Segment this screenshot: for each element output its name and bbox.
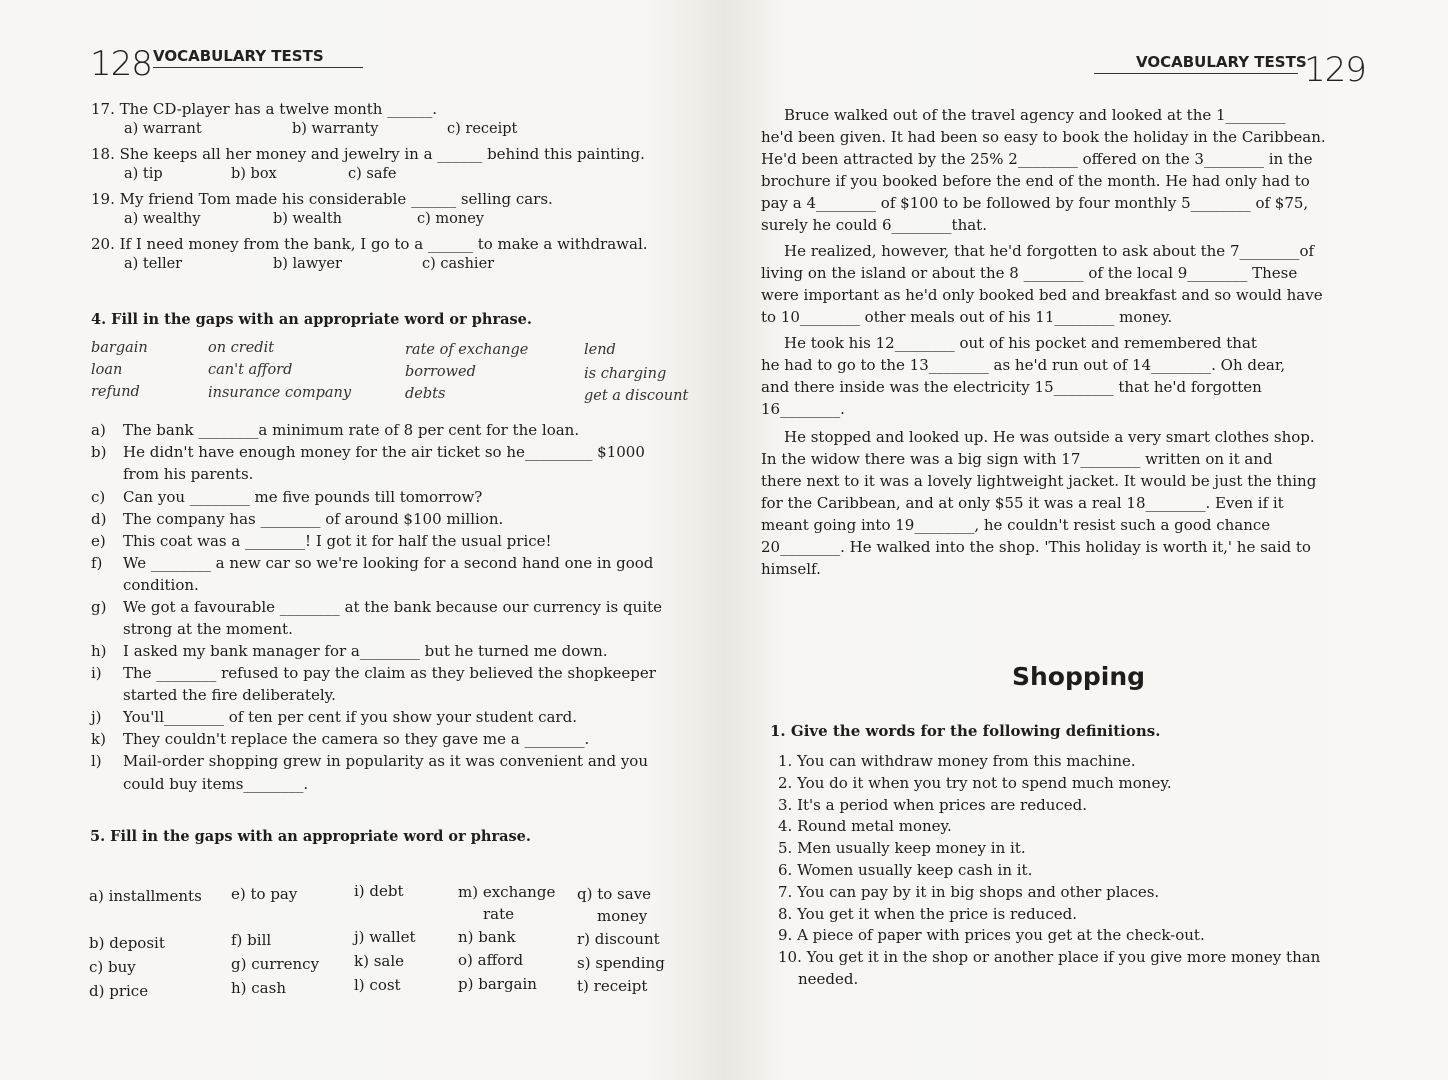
gap-fill-sentence: This coat was a ________! I got it for half the usual price! xyxy=(123,532,552,550)
paragraph-line: there next to it was a lovely lightweight jacket. It would be just the thing xyxy=(761,472,1317,490)
definition-item: 8. You get it when the price is reduced. xyxy=(778,904,1077,923)
gap-fill-sentence: strong at the moment. xyxy=(123,620,293,638)
item-letter: f) xyxy=(91,554,103,572)
header-rule-right xyxy=(1094,73,1298,74)
item-letter: j) xyxy=(91,708,102,726)
item-letter: a) xyxy=(91,421,106,439)
answer-option: g) currency xyxy=(231,955,320,973)
paragraph-line: he had to go to the 13________ as he'd run out of 14________. Oh dear, xyxy=(761,356,1286,374)
definition-item: 6. Women usually keep cash in it. xyxy=(778,861,1033,879)
definition-item: 7. You can pay by it in big shops and other places. xyxy=(778,882,1160,901)
answer-option: m) exchange xyxy=(458,883,556,901)
paragraph-line: brochure if you booked before the end of the month. He had only had to xyxy=(761,172,1310,190)
answer-option: n) bank xyxy=(458,928,516,946)
section-title-shopping: Shopping xyxy=(1012,662,1146,691)
word-bank-item: bargain xyxy=(91,340,148,356)
answer-option: l) cost xyxy=(354,976,401,994)
item-letter: d) xyxy=(91,510,107,528)
answer-option: d) price xyxy=(89,982,149,1000)
item-letter: e) xyxy=(91,532,106,550)
answer-option: o) afford xyxy=(458,951,524,969)
gap-fill-sentence: The ________ refused to pay the claim as they believed the shopkeeper xyxy=(123,664,656,682)
answer-option: p) bargain xyxy=(458,975,537,993)
definition-item: 1. You can withdraw money from this machine. xyxy=(778,752,1136,770)
definition-item: 9. A piece of paper with prices you get at the check-out. xyxy=(778,926,1205,945)
gap-fill-sentence: The bank ________a minimum rate of 8 per cent for the loan. xyxy=(123,421,580,439)
section-4-title: 4. Fill in the gaps with an appropriate word or phrase. xyxy=(91,311,532,328)
word-bank-item: get a discount xyxy=(584,388,689,404)
item-letter: b) xyxy=(91,443,107,461)
header-rule-left xyxy=(153,67,363,68)
word-bank-item: can't afford xyxy=(208,362,293,378)
item-letter: g) xyxy=(91,598,107,616)
question-18: 18. She keeps all her money and jewelry in a ______ behind this painting. xyxy=(91,145,645,163)
option: c) cashier xyxy=(422,256,495,272)
gap-fill-sentence: from his parents. xyxy=(123,465,254,483)
definition-item: 2. You do it when you try not to spend much money. xyxy=(778,773,1172,792)
word-bank-item: borrowed xyxy=(405,364,476,380)
word-bank-item: is charging xyxy=(584,366,667,382)
gap-fill-sentence: They couldn't replace the camera so they gave me a ________. xyxy=(123,730,590,748)
option: b) lawyer xyxy=(273,256,342,272)
answer-option: money xyxy=(597,907,648,925)
answer-option: j) wallet xyxy=(354,928,416,946)
question-19: 19. My friend Tom made his considerable ______ selling cars. xyxy=(91,190,553,208)
answer-option: rate xyxy=(483,905,515,923)
paragraph-line: pay a 4________ of $100 to be followed by four monthly 5________ of $75, xyxy=(761,194,1309,212)
definition-continuation: needed. xyxy=(798,970,859,988)
question-17: 17. The CD-player has a twelve month ______. xyxy=(91,100,437,118)
paragraph-line: living on the island or about the 8 ________ of the local 9________ These xyxy=(761,264,1298,282)
paragraph-line: were important as he'd only booked bed and breakfast and so would have xyxy=(761,286,1323,304)
paragraph-line: for the Caribbean, and at only $55 it was a real 18________. Even if it xyxy=(761,494,1284,512)
paragraph-line: Bruce walked out of the travel agency and looked at the 1________ xyxy=(784,106,1286,124)
option: a) tip xyxy=(124,166,163,182)
answer-option: r) discount xyxy=(577,930,660,948)
item-letter: k) xyxy=(91,730,106,748)
paragraph-line: himself. xyxy=(761,560,821,578)
paragraph-line: He took his 12________ out of his pocket and remembered that xyxy=(784,334,1257,352)
paragraph-line: to 10________ other meals out of his 11________ money. xyxy=(761,308,1173,326)
item-letter: i) xyxy=(91,664,102,682)
option: c) receipt xyxy=(447,121,518,137)
answer-option: t) receipt xyxy=(577,977,648,995)
item-letter: l) xyxy=(91,752,102,770)
paragraph-line: he'd been given. It had been so easy to book the holiday in the Caribbean. xyxy=(761,128,1326,146)
shopping-instruction: 1. Give the words for the following definitions. xyxy=(770,722,1161,740)
paragraph-line: In the widow there was a big sign with 17________ written on it and xyxy=(761,450,1273,468)
word-bank-item: refund xyxy=(91,384,140,400)
gap-fill-sentence: I asked my bank manager for a________ but he turned me down. xyxy=(123,642,608,660)
word-bank-item: insurance company xyxy=(208,385,352,401)
gap-fill-sentence: started the fire deliberately. xyxy=(123,686,336,704)
word-bank-item: on credit xyxy=(208,340,275,356)
paragraph-line: meant going into 19________, he couldn't resist such a good chance xyxy=(761,516,1271,534)
word-bank-item: lend xyxy=(584,342,616,358)
answer-option: k) sale xyxy=(354,952,405,970)
answer-option: a) installments xyxy=(89,887,202,905)
definition-item: 5. Men usually keep money in it. xyxy=(778,839,1026,858)
gap-fill-sentence: You'll________ of ten per cent if you show your student card. xyxy=(123,708,577,726)
item-letter: c) xyxy=(91,488,106,506)
option: a) warrant xyxy=(124,121,202,137)
option: a) teller xyxy=(124,256,183,272)
paragraph-line: surely he could 6________that. xyxy=(761,216,987,234)
word-bank-item: debts xyxy=(405,386,446,402)
definition-item: 4. Round metal money. xyxy=(778,817,952,836)
paragraph-line: and there inside was the electricity 15________ that he'd forgotten xyxy=(761,378,1262,396)
option: b) wealth xyxy=(273,211,342,227)
paragraph-line: He realized, however, that he'd forgotten to ask about the 7________of xyxy=(784,242,1315,260)
answer-option: b) deposit xyxy=(89,934,165,952)
gap-fill-sentence: We got a favourable ________ at the bank because our currency is quite xyxy=(123,598,662,616)
answer-option: c) buy xyxy=(89,958,136,976)
answer-option: i) debt xyxy=(354,882,404,900)
answer-option: h) cash xyxy=(231,979,286,997)
gap-fill-sentence: He didn't have enough money for the air ticket so he_________ $1000 xyxy=(123,443,645,461)
paragraph-line: He'd been attracted by the 25% 2________ offered on the 3________ in the xyxy=(761,150,1313,168)
item-letter: h) xyxy=(91,642,107,660)
option: c) money xyxy=(417,211,484,227)
word-bank-item: rate of exchange xyxy=(405,342,529,358)
definition-item: 10. You get it in the shop or another place if you give more money than xyxy=(778,948,1321,967)
right-page xyxy=(724,0,1448,1080)
paragraph-line: He stopped and looked up. He was outside a very smart clothes shop. xyxy=(784,428,1315,446)
gap-fill-sentence: condition. xyxy=(123,576,199,594)
page-number-left: 128 xyxy=(90,44,152,84)
option: c) safe xyxy=(348,166,397,182)
gap-fill-sentence: We ________ a new car so we're looking for a second hand one in good xyxy=(123,554,654,572)
gap-fill-sentence: The company has ________ of around $100 million. xyxy=(123,510,504,528)
option: b) box xyxy=(231,166,277,182)
option: b) warranty xyxy=(292,121,379,137)
gap-fill-sentence: Mail-order shopping grew in popularity as it was convenient and you xyxy=(123,752,648,770)
answer-option: q) to save xyxy=(577,885,652,903)
paragraph-line: 16________. xyxy=(761,400,845,418)
section-5-title: 5. Fill in the gaps with an appropriate word or phrase. xyxy=(90,828,531,845)
question-20: 20. If I need money from the bank, I go to a ______ to make a withdrawal. xyxy=(91,235,648,253)
definition-item: 3. It's a period when prices are reduced. xyxy=(778,795,1088,814)
header-title-left: VOCABULARY TESTS xyxy=(153,47,324,65)
gap-fill-sentence: Can you ________ me five pounds till tomorrow? xyxy=(123,488,483,506)
answer-option: s) spending xyxy=(577,954,665,972)
option: a) wealthy xyxy=(124,211,201,227)
word-bank-item: loan xyxy=(91,362,123,378)
page-number-right: 129 xyxy=(1304,50,1366,90)
answer-option: f) bill xyxy=(231,931,272,949)
header-title-right: VOCABULARY TESTS xyxy=(1136,53,1307,71)
paragraph-line: 20________. He walked into the shop. 'This holiday is worth it,' he said to xyxy=(761,538,1311,556)
gap-fill-sentence: could buy items________. xyxy=(123,775,309,793)
answer-option: e) to pay xyxy=(231,885,298,903)
